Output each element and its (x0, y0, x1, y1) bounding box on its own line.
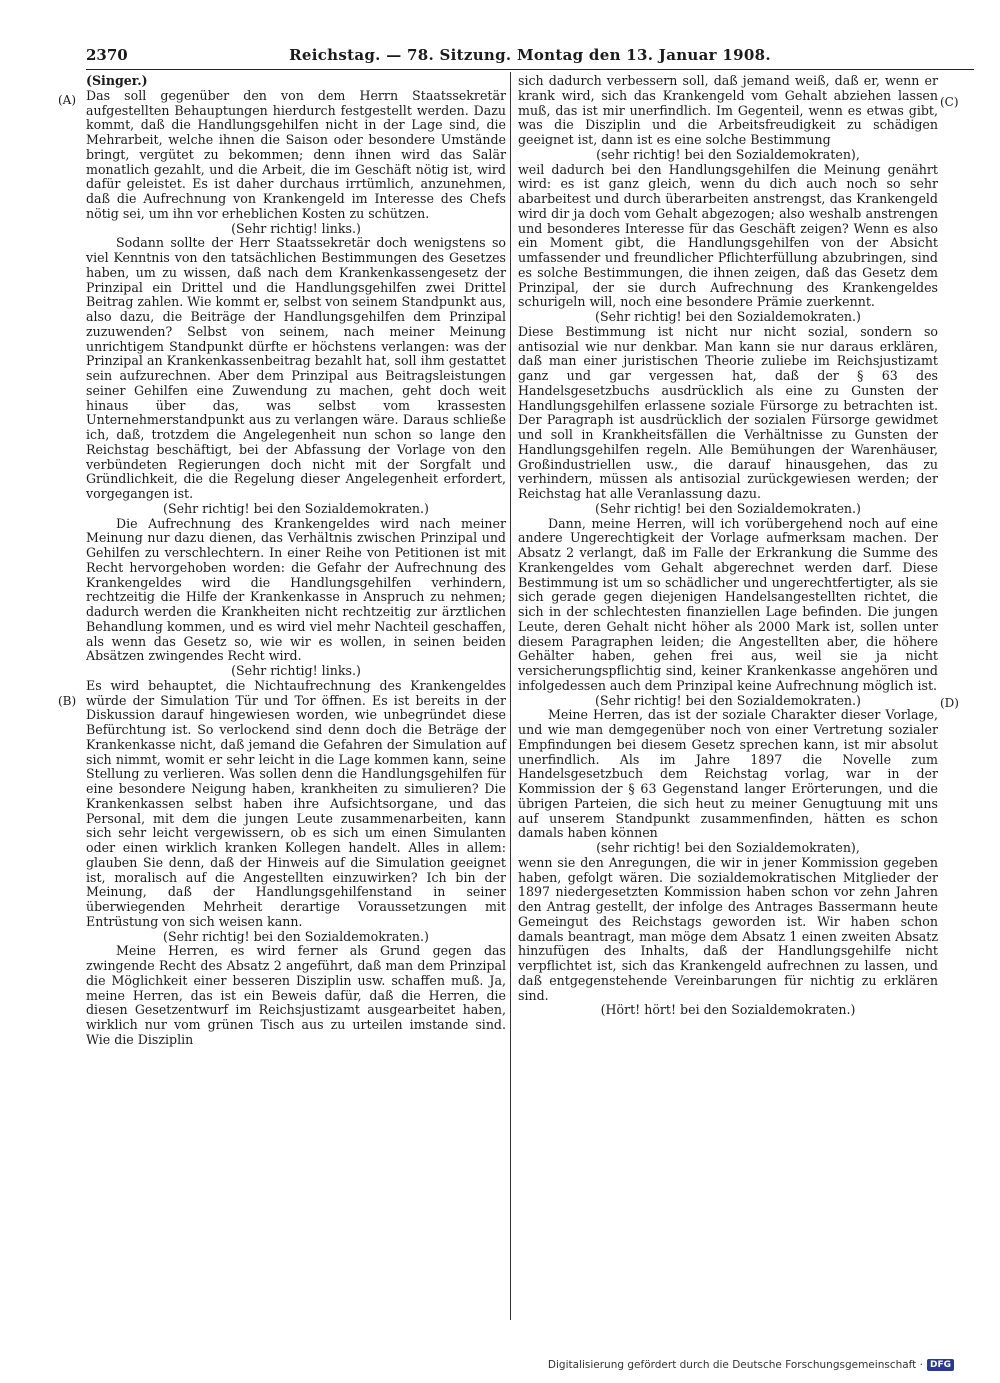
page-header (86, 46, 974, 70)
paragraph: Es wird behauptet, die Nichtaufrechnung des Krankengeldes würde der Simulation Tür und Tor öffnen. Es ist bereits in der Diskussion darauf hingewiesen worden, wie unbegründet diese Befürchtung ist. So verlockend sind denn doch die Beträge der Krankenkasse nicht, daß jemand die Gefahren der Simulation auf sich nimmt, womit er sehr leicht in die Lage kommen kann, seine Stellung zu verlieren. Was sollen denn die Handlungsgehilfen für eine besondere Neigung haben, krankheiten zu simulieren? Die Krankenkassen selbst haben ihre Aufsichtsorgane, und das Personal, mit dem die jungen Leute zusammenarbeiten, kann sich sehr leicht vergewissern, ob es sich um einen Simulanten oder einen wirklich kranken Kollegen handelt. Alles in allem: glauben Sie denn, daß der Hinweis auf die Simulation geeignet ist, moralisch auf die Angestellten einzuwirken? Ich bin der Meinung, daß der Handlungsgehilfenstand in seiner überwiegenden Mehrheit derartige Voraussetzungen mit Entrüstung von sich weisen kann. (86, 677, 506, 929)
footer-text: Digitalisierung gefördert durch die Deutsche Forschungsgemeinschaft · (547, 1359, 923, 1371)
page-number: 2370 (86, 46, 128, 64)
left-column (86, 74, 506, 1048)
paragraph: Die Aufrechnung des Krankengeldes wird nach meiner Meinung nur dazu dienen, das Verhältnis zwischen Prinzipal und Gehilfen zu verschlechtern. In einer Reihe von Petitionen ist mit Recht hervorgehoben worden: die Gefahr der Aufrechnung des Krankengeldes wird die Handlungsgehilfen verhindern, rechtzeitig die Hilfe der Krankenkasse in Anspruch zu nehmen; dadurch werden die Krankheiten nicht rechtzeitig zur ärztlichen Behandlung kommen, und es wird viel mehr Nachteil geschaffen, als wenn das Gesetz so, wie wir es wollen, in seinen beiden Absätzen zwingendes Recht wird. (86, 515, 506, 664)
interjection: (Sehr richtig! bei den Sozialdemokraten.) (595, 500, 861, 516)
paragraph: weil dadurch bei den Handlungsgehilfen die Meinung genährt wird: es ist ganz gleich, wenn du dich auch noch so sehr abarbeitest und durch überarbeiten anstrengst, das Krankengeld wird dir ja doch vom Gehalt abgezogen; also weshalb anstrengen und besonderes Interesse für das Geschäft zeigen? Wenn es also ein Moment gibt, die Handlungsgehilfen von der Absicht umfassender und freundlicher Pflichterfüllung abzubringen, sind es solche Bestimmungen, die ihnen zeigen, daß das Gesetz dem Prinzipal, der sie durch Aufrechnung des Krankengeldes schurigeln will, noch eine besondere Prämie zuerkennt. (518, 161, 938, 310)
margin-marker-c: (C) (940, 95, 959, 109)
paragraph: Dann, meine Herren, will ich vorübergehend noch auf eine andere Ungerechtigkeit der Vorlage aufmerksam machen. Der Absatz 2 verlangt, daß im Falle der Erkrankung die Summe des Krankengeldes vom Gehalt abgerechnet werden darf. Diese Bestimmung ist um so schädlicher und ungerechtfertigter, als sie sich gerade gegen diejenigen Handelsangestellten richtet, die sich in der schlechtesten finanziellen Lage befinden. Die jungen Leute, deren Gehalt nicht höher als 2000 Mark ist, sollen unter diesem Paragraphen leiden; die Angestellten aber, die höhere Gehälter haben, gehen frei aus, weil sie ja nicht versicherungspflichtig sind, keiner Krankenkasse angehören und infolgedessen auch dem Prinzipal keine Aufrechnung möglich ist. (518, 515, 938, 693)
speaker-name: (Singer.) (86, 73, 148, 88)
paragraph: wenn sie den Anregungen, die wir in jener Kommission gegeben haben, gefolgt wären. Die sozialdemokratischen Mitglieder der 1897 niedergesetzten Kommission haben schon vor zehn Jahren den Antrag gestellt, der infolge des Antrages Bassermann heute Gemeingut des Reichstags geworden ist. Wir haben schon damals beantragt, man möge dem Absatz 1 einen zweiten Absatz hinzufügen des Inhalts, daß der Handlungsgehilfe nicht verpflichtet ist, sich das Krankengeld aufrechnen zu lassen, und daß entgegenstehende Vereinbarungen für nichtig zu erklären sind. (518, 854, 938, 1003)
interjection: (sehr richtig! bei den Sozialdemokraten), (596, 146, 860, 162)
dfg-logo: DFG (927, 1359, 954, 1371)
interjection: (Sehr richtig! bei den Sozialdemokraten.) (163, 500, 429, 516)
margin-marker-a: (A) (58, 93, 77, 107)
footer-credit (548, 1359, 954, 1371)
interjection: (Hört! hört! bei den Sozialdemokraten.) (600, 1002, 856, 1018)
right-column (518, 74, 938, 1018)
interjection: (Sehr richtig! links.) (231, 663, 361, 678)
interjection: (Sehr richtig! links.) (231, 220, 361, 236)
margin-marker-b: (B) (58, 694, 77, 708)
paragraph: Diese Bestimmung ist nicht nur nicht sozial, sondern so antisozial wie nur denkbar. Man kann sie nur daraus erklären, daß man einer juristischen Theorie zuliebe im Reichsjustizamt ganz und gar vergessen hat, daß der § 63 des Handelsgesetzbuchs ausdrücklich als eine zu Gunsten der Handlungsgehilfen erlassene soziale Fürsorge zu betrachten ist. Der Paragraph ist ausdrücklich der sozialen Fürsorge gewidmet und soll in Krankheitsfällen die Verhältnisse zu Gunsten der Handlungsgehilfen regeln. Alle Bemühungen der Warenhäuser, Großindustriellen usw., die darauf hinausgehen, das zu verhindern, müssen als antisozial zurückgewiesen werden; der Reichstag hat alle Veranlassung dazu. (518, 323, 938, 501)
paragraph: Meine Herren, das ist der soziale Charakter dieser Vorlage, und wie man demgegenüber noch von einer Vertretung sozialer Empfindungen bei diesem Gesetz sprechen kann, ist mir absolut unerfindlich. Als im Jahre 1897 die Novelle zum Handelsgesetzbuch dem Reichstag vorlag, war in der Kommission der § 63 Gegenstand langer Erörterungen, und die übrigen Parteien, die sich heut zu meiner Genugtuung mit uns auf unserem Standpunkt zusammenfinden, hätten es schon damals haben können (518, 707, 938, 841)
paragraph: sich dadurch verbessern soll, daß jemand weiß, daß er, wenn er krank wird, sich das Krankengeld vom Gehalt abziehen lassen muß, das ist mir unerfindlich. Im Gegenteil, wenn es etwas gibt, was die Disziplin und die Arbeitsfreudigkeit zu schädigen geeignet ist, dann ist es eine solche Bestimmung (518, 73, 938, 147)
paragraph: Meine Herren, es wird ferner als Grund gegen das zwingende Recht des Absatz 2 angeführt, daß man dem Prinzipal die Möglichkeit einer besseren Disziplin usw. schaffen muß. Ja, meine Herren, das ist ein Beweis dafür, daß die Herren, die diesen Gesetzentwurf im Reichsjustizamt ausgearbeitet haben, wirklich nur vom grünen Tisch aus zu urteilen imstande sind. Wie die Disziplin (86, 943, 506, 1047)
interjection: (sehr richtig! bei den Sozialdemokraten), (596, 840, 860, 855)
running-title: Reichstag. — 78. Sitzung. Montag den 13. Januar 1908. (289, 46, 771, 64)
paragraph: Das soll gegenüber den von dem Herrn Staatssekretär aufgestellten Behauptungen hierdurch festgestellt werden. Dazu kommt, daß die Handlungsgehilfen nicht in der Lage sind, die Mehrarbeit, welche ihnen die Saison oder besondere Umstände bringt, vergütet zu bekommen; denn ihnen wird das Salär monatlich gezahlt, und die Arbeit, die im Geschäft nötig ist, wird dafür geleistet. Es ist daher durchaus irrtümlich, anzunehmen, daß die Aufrechnung von Krankengeld im Interesse des Chefs nötig sei, um ihn vor erheblichen Kosten zu schützen. (86, 87, 506, 221)
margin-marker-d: (D) (940, 696, 959, 710)
interjection: (Sehr richtig! bei den Sozialdemokraten.) (163, 928, 429, 944)
interjection: (Sehr richtig! bei den Sozialdemokraten.) (595, 692, 861, 708)
header-rule (86, 69, 974, 70)
interjection: (Sehr richtig! bei den Sozialdemokraten.) (595, 309, 861, 324)
paragraph: Sodann sollte der Herr Staatssekretär doch wenigstens so viel Kenntnis von den tatsächlichen Bestimmungen des Gesetzes haben, um zu wissen, daß nach dem Krankenkassengesetz der Prinzipal ein Drittel und die Handlungsgehilfen zwei Drittel Beitrag zahlen. Wie kommt er, selbst von seinem Standpunkt aus, also dazu, die Beiträge der Handlungsgehilfen dem Prinzipal zuzuwenden? Selbst von seinem, nach meiner Meinung unrichtigem Standpunkt dürfte er höchstens verlangen: was der Prinzipal an Krankenkassenbeitrag bezahlt hat, soll ihm gestattet sein aufzurechnen. Aber dem Prinzipal aus Beitragsleistungen seiner Gehilfen eine Zuwendung zu machen, geht doch weit hinaus über das, was selbst vom krassesten Unternehmerstandpunkt aus zu verlangen wäre. Daraus schließe ich, daß, trotzdem die Angelegenheit nun schon so lange den Reichstag beschäftigt, bei der Abfassung der Vorlage von den verbündeten Regierungen doch nicht mit der Sorgfalt und Gründlichkeit, die die Regelung dieser Angelegenheit erfordert, vorgegangen ist. (86, 235, 506, 501)
column-divider (510, 72, 511, 1320)
